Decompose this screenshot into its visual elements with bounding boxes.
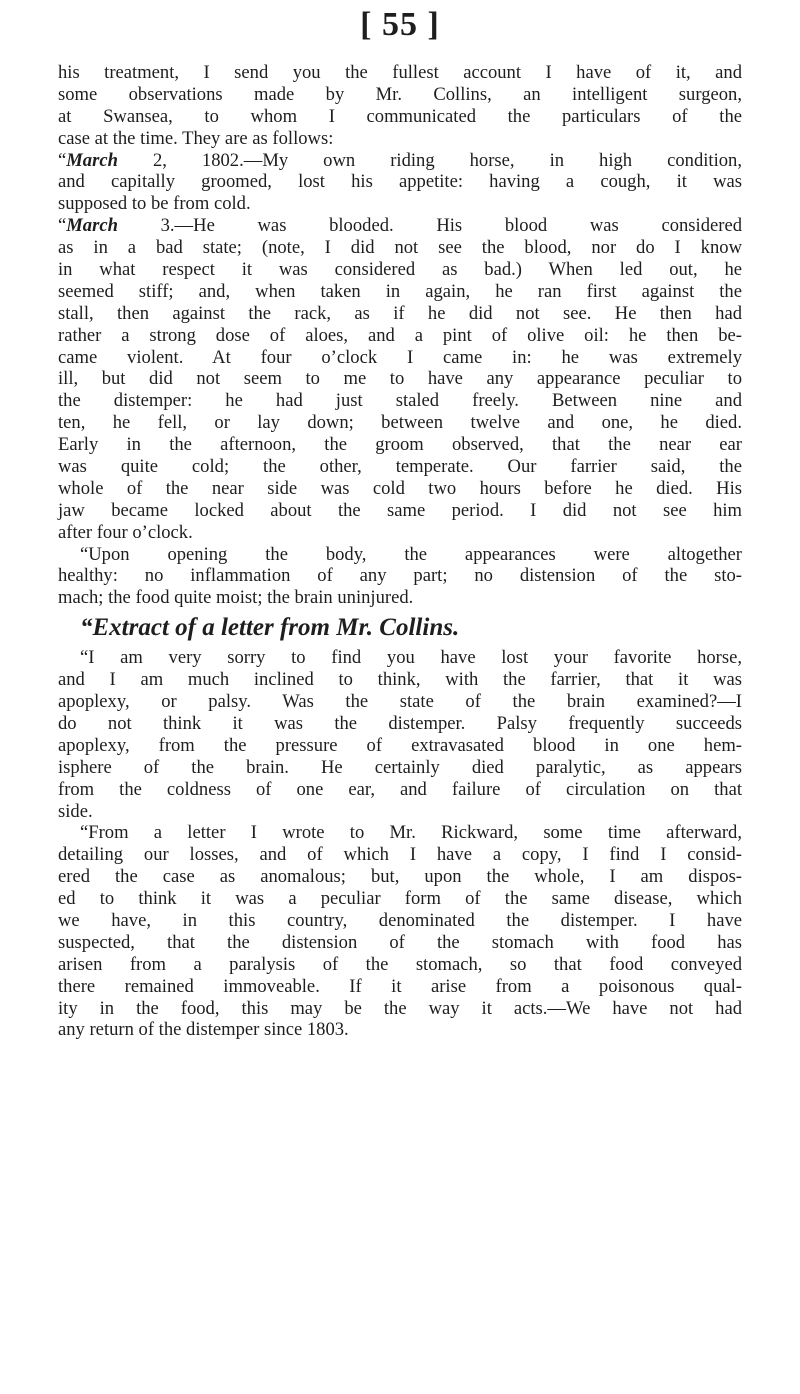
text-line: came violent. At four o’clock I came in: he was extremely xyxy=(58,346,742,368)
text-line: mach; the food quite moist; the brain uninjured. xyxy=(58,587,414,609)
text-line: supposed to be from cold. xyxy=(58,193,251,215)
entry-text: 3.—He was blooded. His blood was considered xyxy=(117,215,742,237)
text-line: any return of the distemper since 1803. xyxy=(58,1019,349,1041)
text-line: “I am very sorry to find you have lost your favorite horse, xyxy=(80,647,742,669)
entry-date: March xyxy=(66,215,118,237)
text-line: rather a strong dose of aloes, and a pint of olive oil: he then be- xyxy=(58,324,742,346)
text-line: some observations made by Mr. Collins, an intelligent surgeon, xyxy=(58,83,742,105)
text-line: ill, but did not seem to me to have any appearance peculiar to xyxy=(58,368,742,390)
entry-text: 2, 1802.—My own riding horse, in high condition, xyxy=(117,149,742,171)
text-line: at Swansea, to whom I communicated the particulars of the xyxy=(58,105,742,127)
text-line: isphere of the brain. He certainly died paralytic, as appears xyxy=(58,756,742,778)
text-line: from the coldness of one ear, and failure of circulation on that xyxy=(58,778,742,800)
text-line: arisen from a paralysis of the stomach, so that food conveyed xyxy=(58,953,742,975)
text-line: do not think it was the distemper. Palsy frequently succeeds xyxy=(58,712,742,734)
text-line: seemed stiff; and, when taken in again, he ran first against the xyxy=(58,280,742,302)
journal-entry-march-2: “March 2, 1802.—My own riding horse, in high condition, xyxy=(58,149,742,171)
text-line: “Upon opening the body, the appearances were altogether xyxy=(80,543,742,565)
journal-entry-march-3: “March 3.—He was blooded. His blood was considered xyxy=(58,215,742,237)
text-line: his treatment, I send you the fullest account I have of it, and xyxy=(58,62,742,83)
text-line: ity in the food, this may be the way it acts.—We have not had xyxy=(58,997,742,1019)
text-line: we have, in this country, denominated the distemper. I have xyxy=(58,909,742,931)
entry-date: March xyxy=(66,149,118,171)
text-line: there remained immoveable. If it arise from a poisonous qual- xyxy=(58,975,742,997)
text-line: healthy: no inflammation of any part; no distension of the sto- xyxy=(58,565,742,587)
text-line: case at the time. They are as follows: xyxy=(58,127,334,149)
text-line: apoplexy, from the pressure of extravasated blood in one hem- xyxy=(58,734,742,756)
text-line: and capitally groomed, lost his appetite: having a cough, it was xyxy=(58,171,742,193)
text-line: apoplexy, or palsy. Was the state of the brain examined?—I xyxy=(58,691,742,713)
text-line: ten, he fell, or lay down; between twelve and one, he died. xyxy=(58,412,742,434)
text-line: ed to think it was a peculiar form of the same disease, which xyxy=(58,888,742,910)
letter-text xyxy=(58,62,742,1041)
text-line: side. xyxy=(58,800,93,822)
page-number: [ 55 ] xyxy=(360,6,440,43)
text-line: after four o’clock. xyxy=(58,521,193,543)
text-line: in what respect it was considered as bad.) When led out, he xyxy=(58,259,742,281)
text-line: was quite cold; the other, temperate. Our farrier said, the xyxy=(58,456,742,478)
section-heading: “Extract of a letter from Mr. Collins. xyxy=(80,614,460,642)
text-line: “From a letter I wrote to Mr. Rickward, some time afterward, xyxy=(80,822,742,844)
text-line: whole of the near side was cold two hours before he died. His xyxy=(58,477,742,499)
text-line: suspected, that the distension of the stomach with food has xyxy=(58,931,742,953)
text-line: ered the case as anomalous; but, upon the whole, I am dispos- xyxy=(58,866,742,888)
text-line: detailing our losses, and of which I have a copy, I find I consid- xyxy=(58,844,742,866)
text-line: as in a bad state; (note, I did not see the blood, nor do I know xyxy=(58,237,742,259)
text-line: and I am much inclined to think, with the farrier, that it was xyxy=(58,669,742,691)
text-line: the distemper: he had just staled freely. Between nine and xyxy=(58,390,742,412)
text-line: stall, then against the rack, as if he did not see. He then had xyxy=(58,302,742,324)
text-line: Early in the afternoon, the groom observed, that the near ear xyxy=(58,434,742,456)
text-line: jaw became locked about the same period. I did not see him xyxy=(58,499,742,521)
